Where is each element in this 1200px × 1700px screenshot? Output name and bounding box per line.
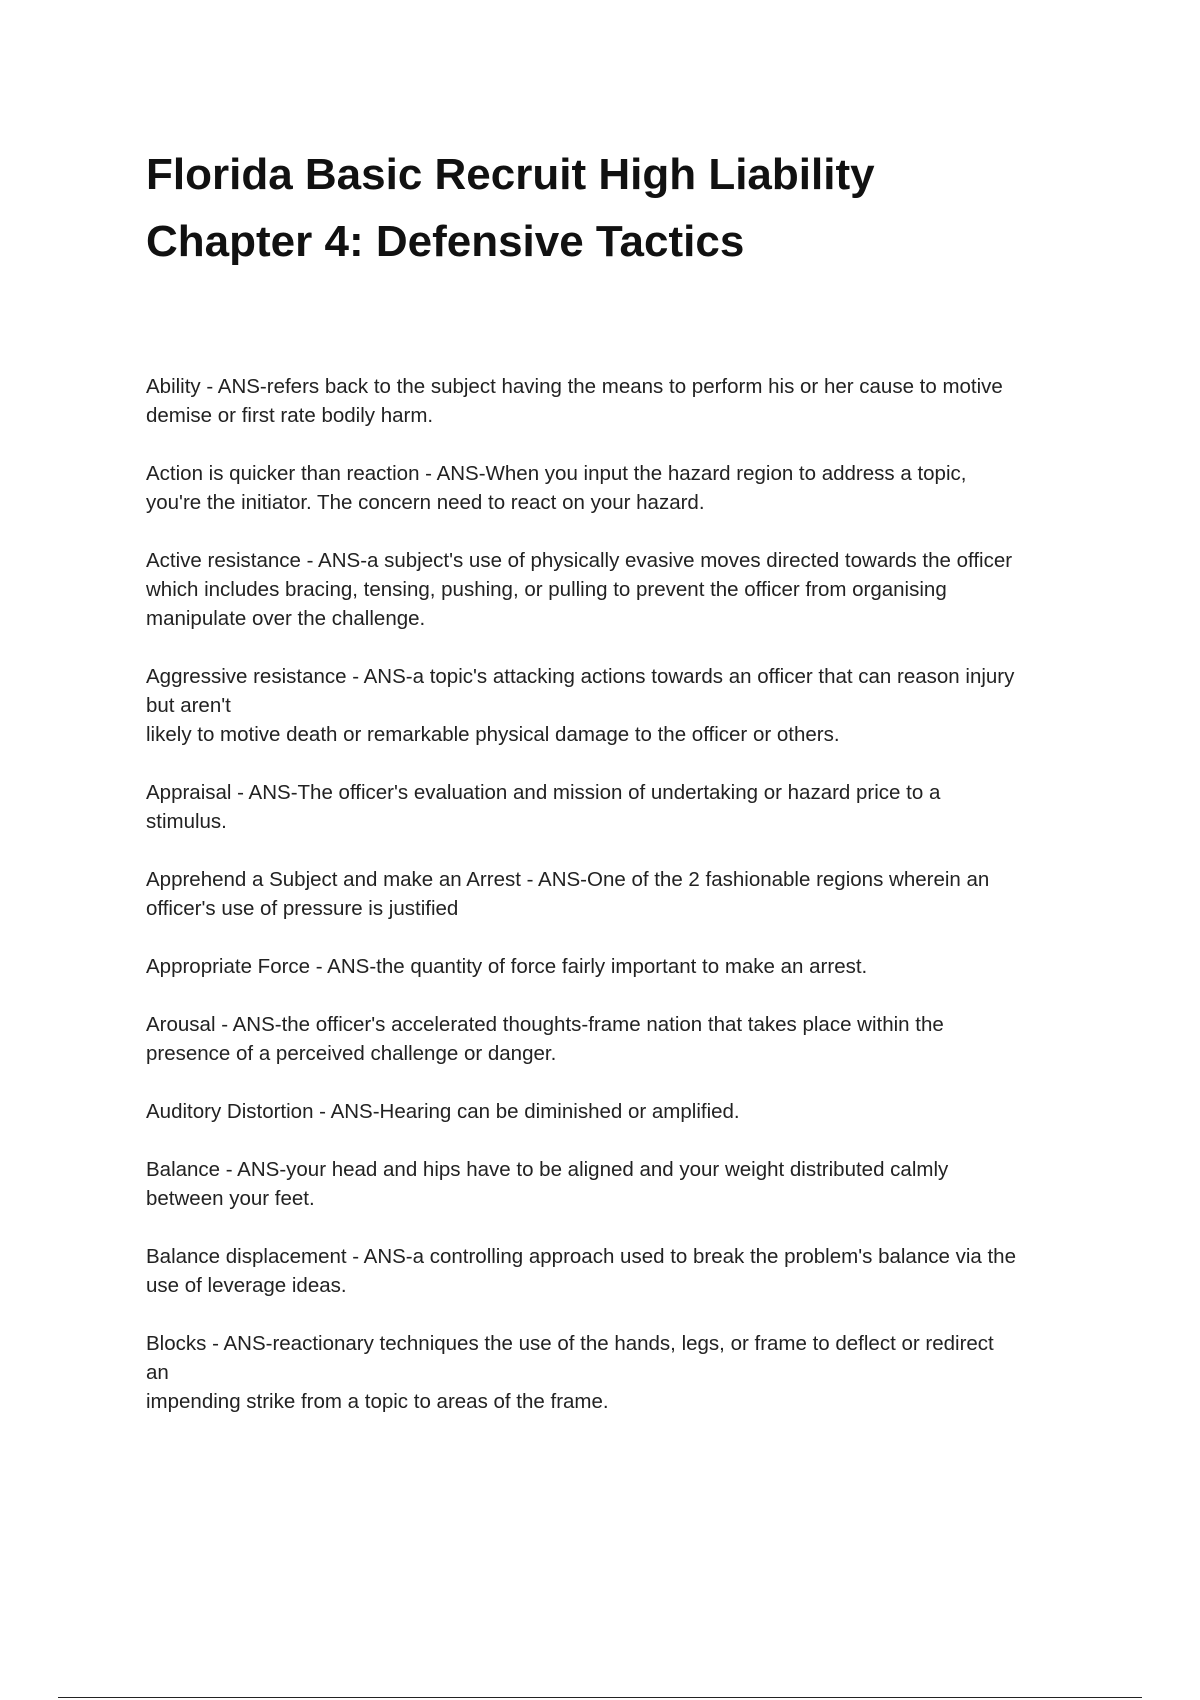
glossary-entry (146, 662, 1096, 749)
entry-text-line: manipulate over the challenge. (146, 607, 426, 630)
glossary-entry (146, 1097, 1096, 1126)
footer-divider (58, 1697, 1142, 1698)
entry-text-line: Blocks - ANS-reactionary techniques the use of the hands, legs, or frame to deflect or redirect (146, 1332, 994, 1355)
entry-text-line: Active resistance - ANS-a subject's use of physically evasive moves directed towards the officer (146, 549, 1013, 572)
entry-text-line: Action is quicker than reaction - ANS-When you input the hazard region to address a topic, (146, 462, 967, 485)
entry-text-line: Aggressive resistance - ANS-a topic's attacking actions towards an officer that can reason injury (146, 665, 1015, 688)
glossary-entry (146, 952, 1096, 981)
entry-text-line: stimulus. (146, 810, 227, 833)
glossary-entry (146, 372, 1096, 430)
entry-text-line: impending strike from a topic to areas of the frame. (146, 1390, 609, 1413)
entry-text-line: between your feet. (146, 1187, 315, 1210)
entry-text-line: Auditory Distortion - ANS-Hearing can be diminished or amplified. (146, 1100, 740, 1123)
glossary-entry (146, 1329, 1096, 1416)
entry-text-line: likely to motive death or remarkable physical damage to the officer or others. (146, 723, 840, 746)
entry-text-line: Appropriate Force - ANS-the quantity of force fairly important to make an arrest. (146, 955, 868, 978)
glossary-entry (146, 1010, 1096, 1068)
entry-text-line: but aren't (146, 694, 231, 717)
title-line-1: Florida Basic Recruit High Liability (146, 150, 875, 199)
glossary-entry (146, 778, 1096, 836)
entry-text-line: Ability - ANS-refers back to the subject having the means to perform his or her cause to motive (146, 375, 1003, 398)
entry-text-line: Appraisal - ANS-The officer's evaluation and mission of undertaking or hazard price to a (146, 781, 941, 804)
entry-text-line: use of leverage ideas. (146, 1274, 347, 1297)
entry-text-line: which includes bracing, tensing, pushing, or pulling to prevent the officer from organising (146, 578, 947, 601)
entry-text-line: Balance - ANS-your head and hips have to be aligned and your weight distributed calmly (146, 1158, 949, 1181)
entry-text-line: you're the initiator. The concern need to react on your hazard. (146, 491, 705, 514)
glossary-entry (146, 459, 1096, 517)
glossary-entries (146, 372, 1096, 1445)
entry-text-line: Balance displacement - ANS-a controlling approach used to break the problem's balance via the (146, 1245, 1016, 1268)
page-title (146, 141, 1106, 275)
entry-text-line: an (146, 1361, 169, 1384)
entry-text-line: presence of a perceived challenge or danger. (146, 1042, 557, 1065)
title-line-2: Chapter 4: Defensive Tactics (146, 217, 745, 266)
entry-text-line: officer's use of pressure is justified (146, 897, 459, 920)
glossary-entry (146, 865, 1096, 923)
entry-text-line: Arousal - ANS-the officer's accelerated thoughts-frame nation that takes place within the (146, 1013, 944, 1036)
glossary-entry (146, 1155, 1096, 1213)
entry-text-line: Apprehend a Subject and make an Arrest - ANS-One of the 2 fashionable regions wherein an (146, 868, 990, 891)
entry-text-line: demise or first rate bodily harm. (146, 404, 434, 427)
glossary-entry (146, 546, 1096, 633)
glossary-entry (146, 1242, 1096, 1300)
